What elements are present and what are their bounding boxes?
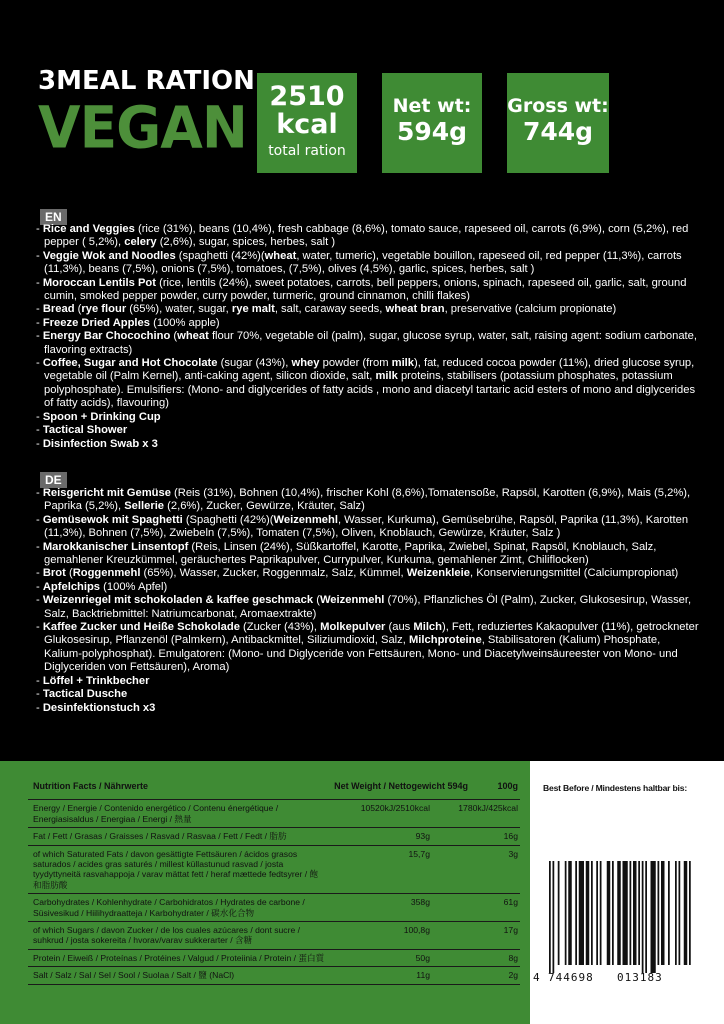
nutrition-row-saturated <box>28 846 520 895</box>
nutrient-label: Carbohydrates / Kohlenhydrate / Carbohidratos / Hydrates de carbone / Süsivesikud / Hiilihydraatteja / Karbohydrater / 碳水化合物 <box>33 897 305 918</box>
nutrient-per100: 17g <box>503 925 518 936</box>
ingredient-item: - Weizenriegel mit schokoladen & kaffee geschmack (Weizenmehl (70%), Pflanzliches Öl (Palm), Zucker, Glukosesirup, Wasser, Salz, Backtriebmittel: Natriumcarbonat, Aromaextrakte) <box>36 594 701 621</box>
gross-weight-badge <box>507 73 609 173</box>
ingredient-item: - Brot (Roggenmehl (65%), Wasser, Zucker, Roggenmalz, Salz, Kümmel, Weizenkleie, Konservierungsmittel (Calciumpropionat) <box>36 567 701 580</box>
nutrient-per100: 8g <box>508 952 518 963</box>
nutrient-per100: 61g <box>503 897 518 908</box>
nutrient-total: 50g <box>415 952 430 963</box>
ingredient-item: - Rice and Veggies (rice (31%), beans (10,4%), fresh cabbage (8,6%), tomato sauce, rapeseed oil, carrots (6,9%), corn (5,2%), red pepper ( 5,2%), celery (2,6%), sugar, spices, herbes, salt ) <box>36 223 701 250</box>
barcode-bar <box>579 861 584 965</box>
ingredient-item: - Tactical Shower <box>36 424 701 437</box>
barcode-bar <box>565 861 567 965</box>
nutrient-total: 93g <box>415 831 430 842</box>
nutrient-label: Salt / Salz / Sal / Sel / Sool / Suolaa / Salt / 鹽 (NaCl) <box>33 970 235 981</box>
nutrition-header-per100: 100g <box>497 781 518 791</box>
barcode-bar <box>645 861 647 973</box>
nutrient-per100: 16g <box>503 831 518 842</box>
barcode-bar <box>607 861 611 965</box>
barcode-bar <box>558 861 560 965</box>
barcode-bar <box>586 861 590 965</box>
barcode-first-digit: 4 <box>533 971 541 984</box>
language-tag-en: EN <box>40 209 67 225</box>
ingredient-item: - Energy Bar Chocochino (wheat flour 70%, vegetable oil (palm), sugar, glucose syrup, water, salt, raising agent: sodium carbonate, flavoring extracts) <box>36 330 701 357</box>
ingredient-item: - Desinfektionstuch x3 <box>36 702 701 715</box>
barcode-bar <box>623 861 628 965</box>
ingredients-list-de <box>36 487 701 715</box>
nutrition-header-label: Nutrition Facts / Nährwerte <box>33 781 149 791</box>
nutrient-label: of which Saturated Fats / davon gesättigte Fettsäuren / ácidos grasos saturados / acides gras saturés / millest küllastunud rasvad / josta tyydyttyneitä rasvahappoja / varav mättat fett / heraf mættede fedtsyrer / 飽和脂肪酸 <box>33 848 319 890</box>
net-weight-badge <box>382 73 482 173</box>
net-weight-value: 594g <box>396 117 468 146</box>
best-before-label: Best Before / Mindestens haltbar bis: <box>543 783 687 793</box>
ingredient-item: - Veggie Wok and Noodles (spaghetti (42%)(wheat, water, tumeric), vegetable bouillon, rapeseed oil, red pepper (11,3%), carrots (11,3%), beans (7,5%), onions (7,5%), tomatoes, (7,5%), olives (4,5%), garlic, spices, herbes, salt ) <box>36 250 701 277</box>
ingredient-item: - Tactical Dusche <box>36 688 701 701</box>
barcode-bar <box>675 861 677 965</box>
ingredient-item: - Apfelchips (100% Apfel) <box>36 581 701 594</box>
nutrient-label: Energy / Energie / Contenido energético / Contenu énergétique / Energiasisaldus / Energiaa / Energi / 熱量 <box>33 803 279 824</box>
nutrition-table <box>28 773 520 985</box>
barcode-bar <box>633 861 637 965</box>
barcode-bar <box>684 861 688 965</box>
barcode-bar <box>575 861 577 965</box>
barcode-bar <box>638 861 640 965</box>
barcode-bar <box>658 861 660 965</box>
product-subtitle: 3MEAL RATION <box>38 66 255 96</box>
barcode-bar <box>651 861 656 973</box>
language-tag-de: DE <box>40 472 67 488</box>
nutrition-row-protein <box>28 950 520 967</box>
nutrient-total: 15,7g <box>408 848 430 859</box>
barcode-bar <box>591 861 593 965</box>
nutrient-label: Fat / Fett / Grasas / Graisses / Rasvad / Rasvaa / Fett / Fedt / 脂肪 <box>33 831 287 842</box>
ingredient-item: - Gemüsewok mit Spaghetti (Spaghetti (42%)(Weizenmehl, Wasser, Kurkuma), Gemüsebrühe, Rapsöl, Paprika (11,3%), Karotten (11,3%), Bohnen (7,5%), Zwiebeln (7,5%), Tomaten (7,5%), Oliven, Knoblauch, Gewürze, Kräuter, Salz ) <box>36 514 701 541</box>
brand-block <box>38 66 255 162</box>
nutrient-label: Protein / Eiweiß / Proteínas / Protéines / Valgud / Proteiinia / Protein / 蛋白質 <box>33 952 325 963</box>
nutrition-row-salt <box>28 967 520 984</box>
calorie-unit: kcal <box>276 109 338 140</box>
nutrition-row-sugars <box>28 922 520 950</box>
barcode-bar <box>630 861 632 965</box>
calorie-value: 2510 <box>269 81 345 112</box>
nutrient-total: 358g <box>410 897 430 908</box>
nutrient-per100: 3g <box>508 848 518 859</box>
net-weight-label: Net wt: <box>392 95 472 117</box>
barcode-bar <box>568 861 572 965</box>
barcode-bar <box>596 861 598 965</box>
ingredient-item: - Bread (rye flour (65%), water, sugar, rye malt, salt, caraway seeds, wheat bran, preservative (calcium propionate) <box>36 303 701 316</box>
barcode-bar <box>612 861 614 965</box>
ingredient-item: - Coffee, Sugar and Hot Chocolate (sugar (43%), whey powder (from milk), fat, reduced cocoa powder (11%), dried glucose syrup, vegetable oil (Palm Kernel), anti-caking agent, silicon dioxide, salt, milk proteins, stabilisers (potassium phosphates, potassium polyphosphate). Emulsifiers: (Mono- and diglycerides of fatty acids , mono and diacetyl tartaric acid esters of mono and diglycerides of fatty acids), flavouring) <box>36 357 701 411</box>
nutrition-header-total: Net Weight / Nettogewicht 594g <box>334 781 468 791</box>
calorie-badge <box>257 73 357 173</box>
barcode-bar <box>661 861 665 965</box>
ingredient-item: - Kaffee Zucker und Heiße Schokolade (Zucker (43%), Molkepulver (aus Milch), Fett, reduziertes Kakaopulver (11%), getrockneter Glukosesirup, Pflanzenöl (Palmkern), Antibackmittel, Siliziumdioxid, Salz, Milchproteine, Stabilisatoren (Kalium) Phosphate, Kalium-polyphosphat). Emulgatoren: (Mono- und Diglyceride von Fettsäuren, Mono- und Diacetylweinsäureester von Mono- und Diglyceriden von Fettsäuren), Aroma) <box>36 621 701 675</box>
nutrition-header-row <box>28 773 520 800</box>
ingredient-item: - Freeze Dried Apples (100% apple) <box>36 317 701 330</box>
nutrient-per100: 1780kJ/425kcal <box>458 803 518 814</box>
gross-weight-value: 744g <box>522 117 594 146</box>
product-title: VEGAN <box>38 93 247 162</box>
nutrient-total: 100,8g <box>403 925 430 936</box>
ingredient-item: - Marokkanischer Linsentopf (Reis, Linsen (24%), Süßkartoffel, Karotte, Paprika, Zwiebel, Spinat, Rapsöl, Knoblauch, Salz, gemahlener Kreuzkümmel, geräuchertes Paprikapulver, Currypulver, Kurkuma, gemahlener Zimt, Chiliflocken) <box>36 541 701 568</box>
nutrition-row-energy <box>28 800 520 828</box>
barcode-bar <box>617 861 621 965</box>
ingredient-item: - Disinfection Swab x 3 <box>36 438 701 451</box>
nutrient-label: of which Sugars / davon Zucker / de los cuales azúcares / dont sucre / suhkrud / josta sokereita / hvorav/varav sukkerarter / 含糖 <box>33 925 301 946</box>
nutrition-row-fat <box>28 828 520 845</box>
nutrient-total: 10520kJ/2510kcal <box>360 803 430 814</box>
ingredient-item: - Löffel + Trinkbecher <box>36 675 701 688</box>
nutrient-total: 11g <box>416 970 430 981</box>
nutrition-row-carbohydrates <box>28 894 520 922</box>
barcode-group-2: 013183 <box>617 971 663 984</box>
barcode-bar <box>668 861 670 965</box>
barcode-bar <box>689 861 691 965</box>
barcode-bar <box>600 861 602 965</box>
barcode-bar <box>549 861 551 973</box>
calorie-caption: total ration <box>268 143 346 159</box>
ingredient-item: - Spoon + Drinking Cup <box>36 411 701 424</box>
nutrient-per100: 2g <box>508 970 518 981</box>
barcode-bar <box>553 861 555 973</box>
barcode-bar <box>642 861 644 973</box>
barcode-bar <box>679 861 681 965</box>
ingredient-item: - Reisgericht mit Gemüse (Reis (31%), Bohnen (10,4%), frischer Kohl (8,6%),Tomatensoße, Rapsöl, Karotten (6,9%), Mais (5,2%), Paprika (5,2%), Sellerie (2,6%), Zucker, Gewürze, Kräuter, Salz) <box>36 487 701 514</box>
ingredients-list-en <box>36 223 701 451</box>
ingredient-item: - Moroccan Lentils Pot (rice, lentils (24%), sweet potatoes, carrots, bell peppers, onions, spinach, rapeseed oil, garlic, salt, ground cumin, smoked pepper powder, curry powder, turmeric, ground cinnamon, chilli flakes) <box>36 277 701 304</box>
barcode-group-1: 744698 <box>548 971 594 984</box>
barcode-image <box>545 861 693 973</box>
gross-weight-label: Gross wt: <box>507 95 609 117</box>
